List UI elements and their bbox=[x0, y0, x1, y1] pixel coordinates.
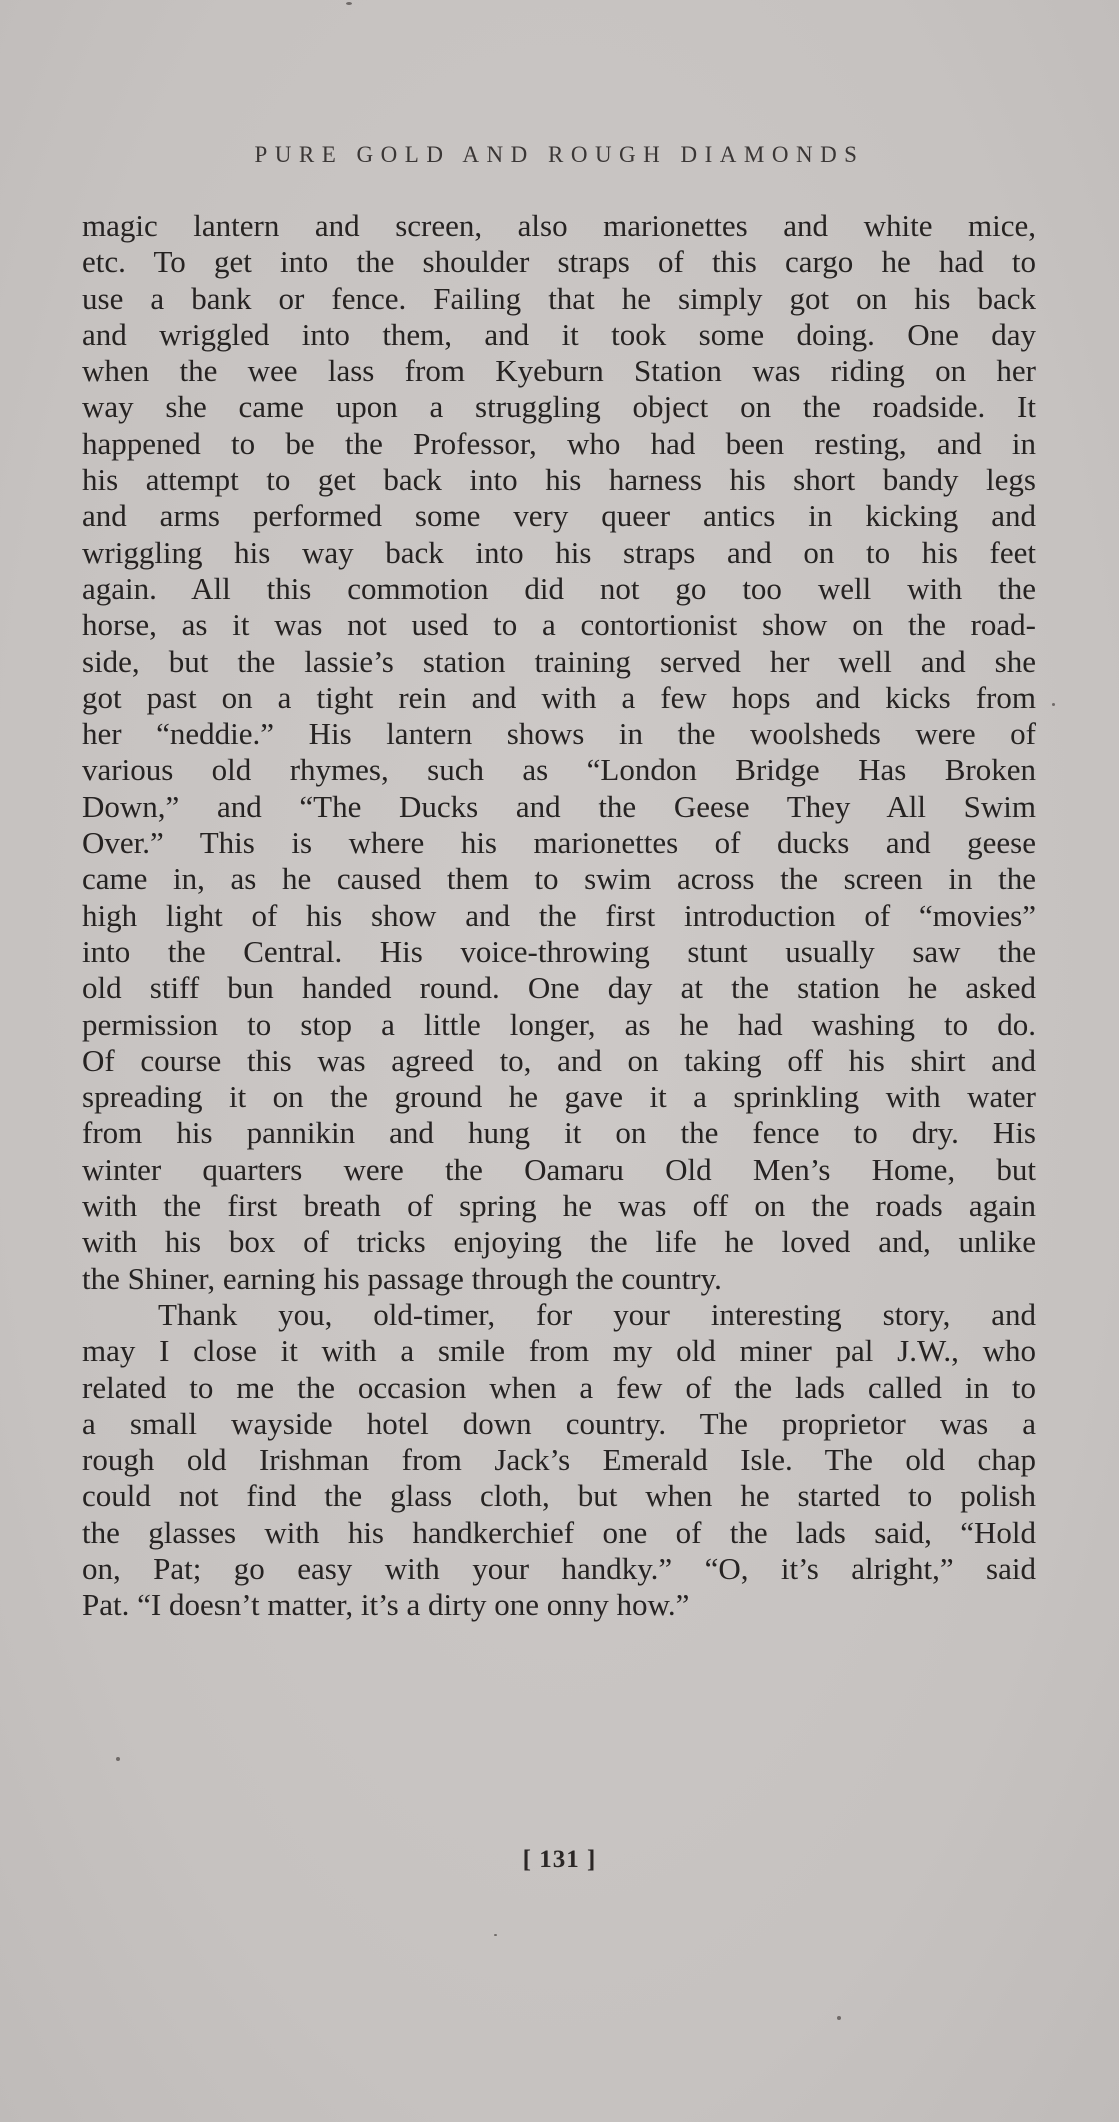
paper-speck bbox=[346, 2, 352, 5]
text-line: side, but the lassie’s station training served her well and she bbox=[82, 643, 1036, 679]
text-line: permission to stop a little longer, as he had washing to do. bbox=[82, 1006, 1036, 1042]
paper-speck bbox=[116, 1757, 120, 1761]
text-line: from his pannikin and hung it on the fence to dry. His bbox=[82, 1115, 1036, 1151]
text-line: got past on a tight rein and with a few hops and kicks from bbox=[82, 679, 1036, 715]
text-line: Pat. “I doesn’t matter, it’s a dirty one onny how.” bbox=[82, 1587, 690, 1623]
running-head: PURE GOLD AND ROUGH DIAMONDS bbox=[254, 142, 865, 167]
text-line: way she came upon a struggling object on the roadside. It bbox=[82, 389, 1036, 425]
paper-speck bbox=[1052, 703, 1055, 706]
paper-speck bbox=[494, 1934, 497, 1936]
text-line: her “neddie.” His lantern shows in the woolsheds were of bbox=[82, 716, 1036, 752]
page-number: [ 131 ] bbox=[522, 1846, 597, 1873]
text-line: the glasses with his handkerchief one of the lads said, “Hold bbox=[82, 1514, 1036, 1550]
paper-speck bbox=[837, 2016, 841, 2020]
text-line: various old rhymes, such as “London Bridge Has Broken bbox=[82, 752, 1036, 788]
text-line: rough old Irishman from Jack’s Emerald Isle. The old chap bbox=[82, 1442, 1036, 1478]
text-line: and arms performed some very queer antics in kicking and bbox=[82, 498, 1036, 534]
text-line: happened to be the Professor, who had been resting, and in bbox=[82, 425, 1036, 461]
body-text bbox=[82, 208, 1036, 1624]
text-line: high light of his show and the first introduction of “movies” bbox=[82, 897, 1036, 933]
text-line: old stiff bun handed round. One day at the station he asked bbox=[82, 970, 1036, 1006]
text-line: could not find the glass cloth, but when he started to polish bbox=[82, 1478, 1036, 1514]
text-line: horse, as it was not used to a contortionist show on the road- bbox=[82, 607, 1036, 643]
text-line: spreading it on the ground he gave it a sprinkling with water bbox=[82, 1079, 1036, 1115]
text-line: the Shiner, earning his passage through the country. bbox=[82, 1260, 722, 1296]
text-line: Thank you, old-timer, for your interesting story, and bbox=[158, 1296, 1036, 1332]
text-line: when the wee lass from Kyeburn Station was riding on her bbox=[82, 353, 1036, 389]
text-line: with his box of tricks enjoying the life he loved and, unlike bbox=[82, 1224, 1036, 1260]
text-line: wriggling his way back into his straps and on to his feet bbox=[82, 534, 1036, 570]
text-line: related to me the occasion when a few of the lads called in to bbox=[82, 1369, 1036, 1405]
text-line: with the first breath of spring he was off on the roads again bbox=[82, 1188, 1036, 1224]
text-line: came in, as he caused them to swim across the screen in the bbox=[82, 861, 1036, 897]
text-line: his attempt to get back into his harness his short bandy legs bbox=[82, 462, 1036, 498]
text-line: may I close it with a smile from my old miner pal J.W., who bbox=[82, 1333, 1036, 1369]
text-line: Down,” and “The Ducks and the Geese They All Swim bbox=[82, 788, 1036, 824]
text-line: Of course this was agreed to, and on taking off his shirt and bbox=[82, 1042, 1036, 1078]
text-line: Over.” This is where his marionettes of ducks and geese bbox=[82, 825, 1036, 861]
text-line: use a bank or fence. Failing that he simply got on his back bbox=[82, 280, 1036, 316]
text-line: winter quarters were the Oamaru Old Men’s Home, but bbox=[82, 1151, 1036, 1187]
text-line: and wriggled into them, and it took some doing. One day bbox=[82, 316, 1036, 352]
text-line: magic lantern and screen, also marionettes and white mice, bbox=[82, 208, 1036, 243]
text-line: on, Pat; go easy with your handky.” “O, it’s alright,” said bbox=[82, 1550, 1036, 1586]
text-line: a small wayside hotel down country. The proprietor was a bbox=[82, 1405, 1036, 1441]
text-line: into the Central. His voice-throwing stunt usually saw the bbox=[82, 933, 1036, 969]
text-line: etc. To get into the shoulder straps of this cargo he had to bbox=[82, 244, 1036, 280]
text-line: again. All this commotion did not go too well with the bbox=[82, 570, 1036, 606]
